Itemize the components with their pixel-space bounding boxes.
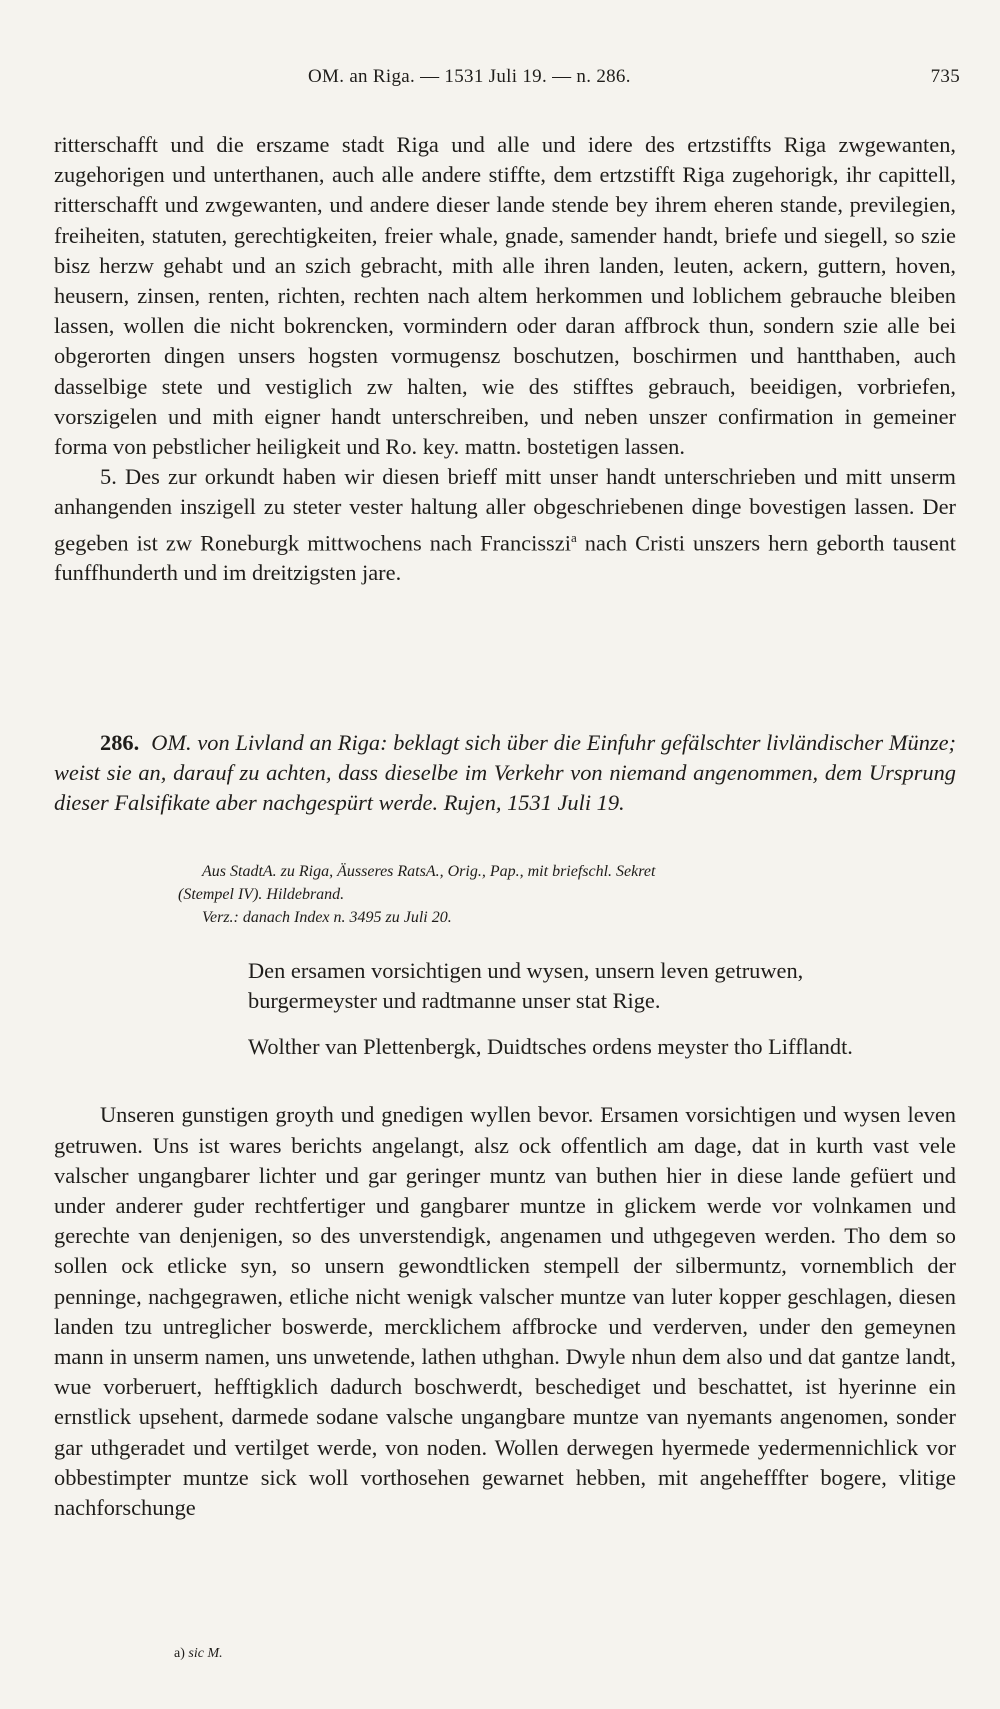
continuation-paragraph: ritterschafft und die erszame stadt Riga und alle und idere des ertzstiffts Riga zwgewanten, zugehorigen und unterthanen, auch alle andere stiffte, dem ertzstifft Riga zugehorigk, ihr capittell, ritterschafft und zwgewanten, und andere dieser lande stende bey ihrem eheren stande, previlegien, freiheiten, statuten, gerechtigkeiten, freier whale, gnade, samender handt, briefe und siegell, so szie bisz herzw gehabt und an szich gebracht, mith alle ihren landen, leuten, ackern, guttern, hoven, heusern, zinsen, renten, richten, rechten nach altem herkommen und loblichem gebrauche bleiben lassen, wollen die nicht bokrencken, vormindern oder daran affbrock thun, sondern szie alle bei obgerorten dingen unsers hogsten vormugensz boschutzen, boschirmen und hantthaben, auch dasselbige stete und vestiglich zw halten, wie des stifftes gebrauch, beeidigen, vorbriefen, vorszigelen und mith eigner handt unterschreiben, und neben unszer confirmation in gemeiner forma von pebstlicher heiligkeit und Ro. key. mattn. bostetigen lassen. xyxy=(54,132,956,460)
source-note xyxy=(54,860,956,929)
source-line-2: (Stempel IV). Hildebrand. xyxy=(178,886,345,903)
entry-summary: OM. von Livland an Riga: beklagt sich über die Einfuhr gefälschter livländischer Münze; weist sie an, darauf zu achten, dass dieselbe im Verkehr von niemand angenommen, dem Ursprung dieser Falsifikate aber nachgespürt werde. Rujen, 1531 Juli 19. xyxy=(54,730,956,816)
address-line-2: burgermeyster und radtmanne unser stat Rige. xyxy=(248,988,661,1013)
footnote-text: sic M. xyxy=(188,1646,223,1661)
paragraph-5 xyxy=(54,462,956,588)
source-line-1: Aus StadtA. zu Riga, Äusseres RatsA., Orig., Pap., mit briefschl. Sekret xyxy=(202,863,656,880)
footnote xyxy=(174,1646,223,1662)
letter-text-block xyxy=(54,1078,956,1546)
paragraph-5-number: 5. xyxy=(100,464,117,490)
address-line-1: Den ersamen vorsichtigen und wysen, unsern leven getruwen, xyxy=(248,958,804,983)
running-header xyxy=(300,66,960,98)
letter-address xyxy=(248,956,956,1062)
document-entry-heading xyxy=(54,728,956,819)
footnote-mark: a) xyxy=(174,1646,185,1661)
footnote-ref-a: a xyxy=(570,529,577,545)
paragraph-5-text-a: Des zur orkundt haben wir diesen brieff mitt unser handt unterschrieben und mitt unserm anhangenden inszigell zu steter vester haltung aller obgeschriebenen dinge bovestigen lassen. Der gegeben ist zw Roneburgk mittwochens nach Francisszi xyxy=(54,464,956,556)
page-number: 735 xyxy=(930,66,960,87)
entry-number: 286. xyxy=(100,730,140,755)
continuation-text-block xyxy=(54,130,956,589)
header-title: OM. an Riga. — 1531 Juli 19. — n. 286. xyxy=(308,66,631,87)
paragraph-5-text-b: nach Cristi unszers hern geborth tausent funffhunderth und im dreitzigsten jare. xyxy=(54,530,956,586)
letter-signer: Wolther van Plettenbergk, Duidtsches ordens meyster tho Lifflandt. xyxy=(248,1034,853,1059)
letter-paragraph: Unseren gunstigen groyth und gnedigen wyllen bevor. Ersamen vorsichtigen und wysen leven getruwen. Uns ist wares berichts angelangt, alsz ock offentlich am dage, dat in kurth vast vele valscher ungangbarer lichter und gar geringer muntz van buthen hier in diese lande gefüert und under anderer guder rechtfertiger und gangbarer muntze in glickem werde vor volnkamen und gerechte van denjenigen, so des unverstendigk, angenamen und uthgegeven werden. Tho dem so sollen ock etlicke syn, so unsern gewondtlicken stempell der silbermuntz, vornemblich der penninge, nachgegrawen, etliche nicht wenigk valscher muntze van luter kopper geschlagen, diesen landen tzu untreglicher boswerde, mercklichem affbrocke und verderven, under den gemeynen mann in unserm namen, uns unwetende, lathen uthghan. Dwyle nhun dem also und dat gantze landt, wue vorberuert, hefftigklich dadurch boschwerdt, beschediget und beschattet, ist hyerinne ein ernstlick upsehent, darmede sodane valsche ungangbare muntze van nyemants angenomen, sonder gar uthgeradet und vertilget werde, von noden. Wollen derwegen hyermede yedermennichlick vor obbestimpter muntze sick woll vorthosehen gewarnet hebben, mit angehefffter bogere, vlitige nachforschunge xyxy=(54,1102,956,1521)
source-line-3: Verz.: danach Index n. 3495 zu Juli 20. xyxy=(202,909,452,926)
